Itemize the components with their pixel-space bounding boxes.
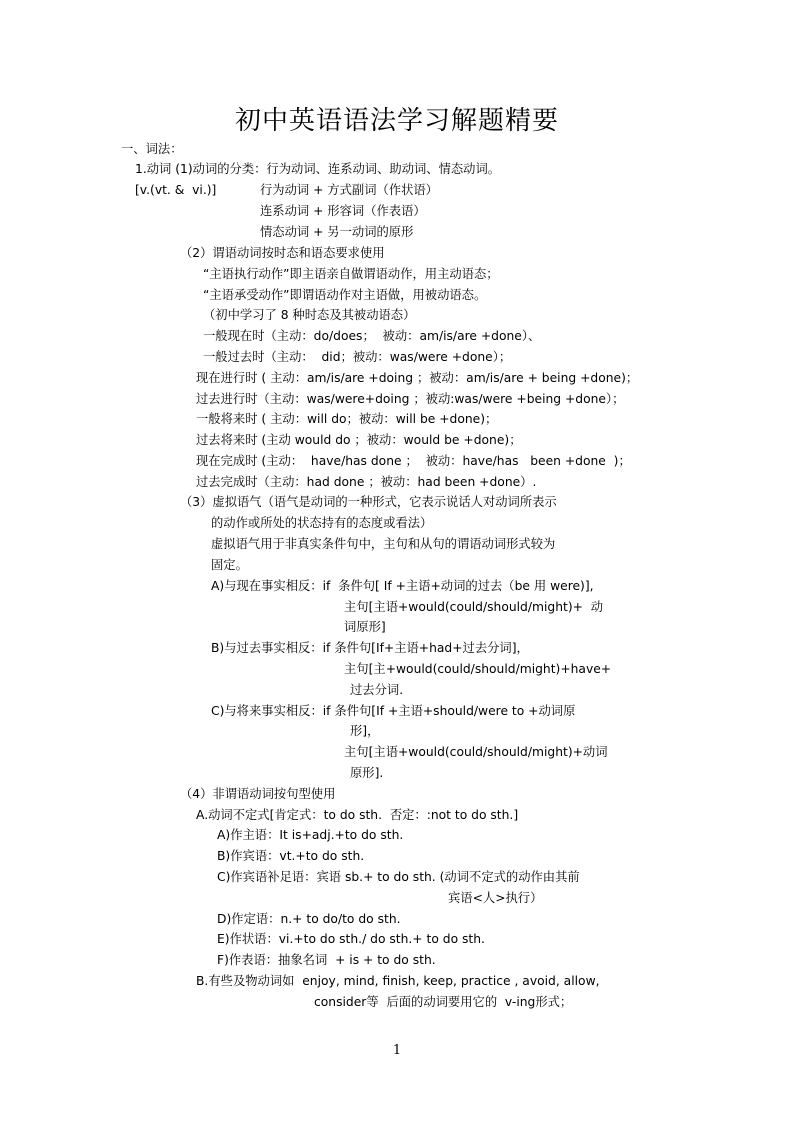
- text-line: 一般现在时（主动：do/does； 被动：am/is/are +done）、: [203, 329, 541, 343]
- text-line: 一般过去时（主动： did；被动：was/were +done）；: [203, 350, 512, 364]
- text-line: 词原形]: [344, 620, 386, 634]
- text-line: 原形].: [350, 766, 384, 780]
- text-line: C)作宾语补足语：宾语 sb.+ to do sth. (动词不定式的动作由其前: [217, 870, 580, 884]
- text-line: “主语承受动作”即谓语动作对主语做，用被动语态。: [203, 288, 487, 302]
- text-line: 固定。: [211, 558, 248, 572]
- text-line: B.有些及物动词如 enjoy, mind, finish, keep, practice , avoid, allow,: [196, 974, 600, 988]
- text-line: （4）非谓语动词按句型使用: [180, 787, 336, 801]
- text-line: A)作主语：It is+adj.+to do sth.: [217, 828, 404, 842]
- text-line: “主语执行动作”即主语亲自做谓语动作，用主动语态；: [203, 267, 499, 281]
- text-line: B)作宾语：vt.+to do sth.: [217, 849, 365, 863]
- text-line: 连系动词 + 形容词（作表语）: [260, 204, 426, 218]
- text-line: 过去分词.: [350, 683, 404, 697]
- text-line: F)作表语：抽象名词 + is + to do sth.: [217, 953, 436, 967]
- text-line: （2）谓语动词按时态和语态要求使用: [180, 246, 385, 260]
- text-line: 形]，: [350, 724, 380, 738]
- text-line: [v.(vt. & vi.)]: [135, 183, 217, 197]
- text-line: 过去完成时（主动：had done ；被动：had been +done）.: [196, 475, 537, 489]
- text-line: 行为动词 + 方式副词（作状语）: [260, 183, 438, 197]
- text-line: 现在完成时 (主动： have/has done ； 被动：have/has been +done )；: [196, 454, 631, 468]
- page-title: 初中英语语法学习解题精要: [234, 106, 559, 136]
- text-line: 现在进行时 ( 主动：am/is/are +doing ；被动：am/is/are + being +done)；: [196, 371, 639, 385]
- text-line: B)与过去事实相反：if 条件句[If+主语+had+过去分词]，: [211, 641, 529, 655]
- text-line: 主句[主+would(could/should/might)+have+: [344, 662, 612, 676]
- text-line: 过去进行时（主动：was/were+doing ；被动:was/were +being +done）；: [196, 392, 625, 406]
- text-line: 宾语<人>执行）: [448, 891, 543, 905]
- text-line: 一般将来时 ( 主动：will do；被动：will be +done)；: [196, 412, 498, 426]
- text-line: A.动词不定式[肯定式：to do sth. 否定：:not to do sth.]: [196, 808, 519, 822]
- text-line: 情态动词 + 另一动词的原形: [260, 225, 414, 239]
- text-line: （3）虚拟语气（语气是动词的一种形式，它表示说话人对动词所表示: [180, 495, 557, 509]
- text-line: 的动作或所处的状态持有的态度或看法）: [211, 516, 433, 530]
- text-line: 过去将来时 (主动 would do ；被动：would be +done)；: [196, 433, 522, 447]
- text-line: 主句[主语+would(could/should/might)+动词: [344, 745, 608, 759]
- text-line: 一、词法：: [121, 142, 183, 156]
- text-line: 主句[主语+would(could/should/might)+ 动: [344, 600, 604, 614]
- text-line: E)作状语：vi.+to do sth./ do sth.+ to do sth.: [217, 932, 485, 946]
- page-number: 1: [392, 1043, 402, 1058]
- text-line: 1.动词 (1)动词的分类：行为动词、连系动词、助动词、情态动词。: [135, 162, 501, 176]
- text-line: 虚拟语气用于非真实条件句中，主句和从句的谓语动词形式较为: [211, 537, 556, 551]
- text-line: A)与现在事实相反：if 条件句[ If +主语+动词的过去（be 用 were)],: [211, 579, 594, 593]
- text-line: （初中学习了 8 种时态及其被动语态）: [203, 308, 416, 322]
- text-line: C)与将来事实相反：if 条件句[If +主语+should/were to +动词原: [211, 704, 576, 718]
- text-line: D)作定语：n.+ to do/to do sth.: [217, 912, 401, 926]
- text-line: consider等 后面的动词要用它的 v-ing形式；: [314, 995, 573, 1009]
